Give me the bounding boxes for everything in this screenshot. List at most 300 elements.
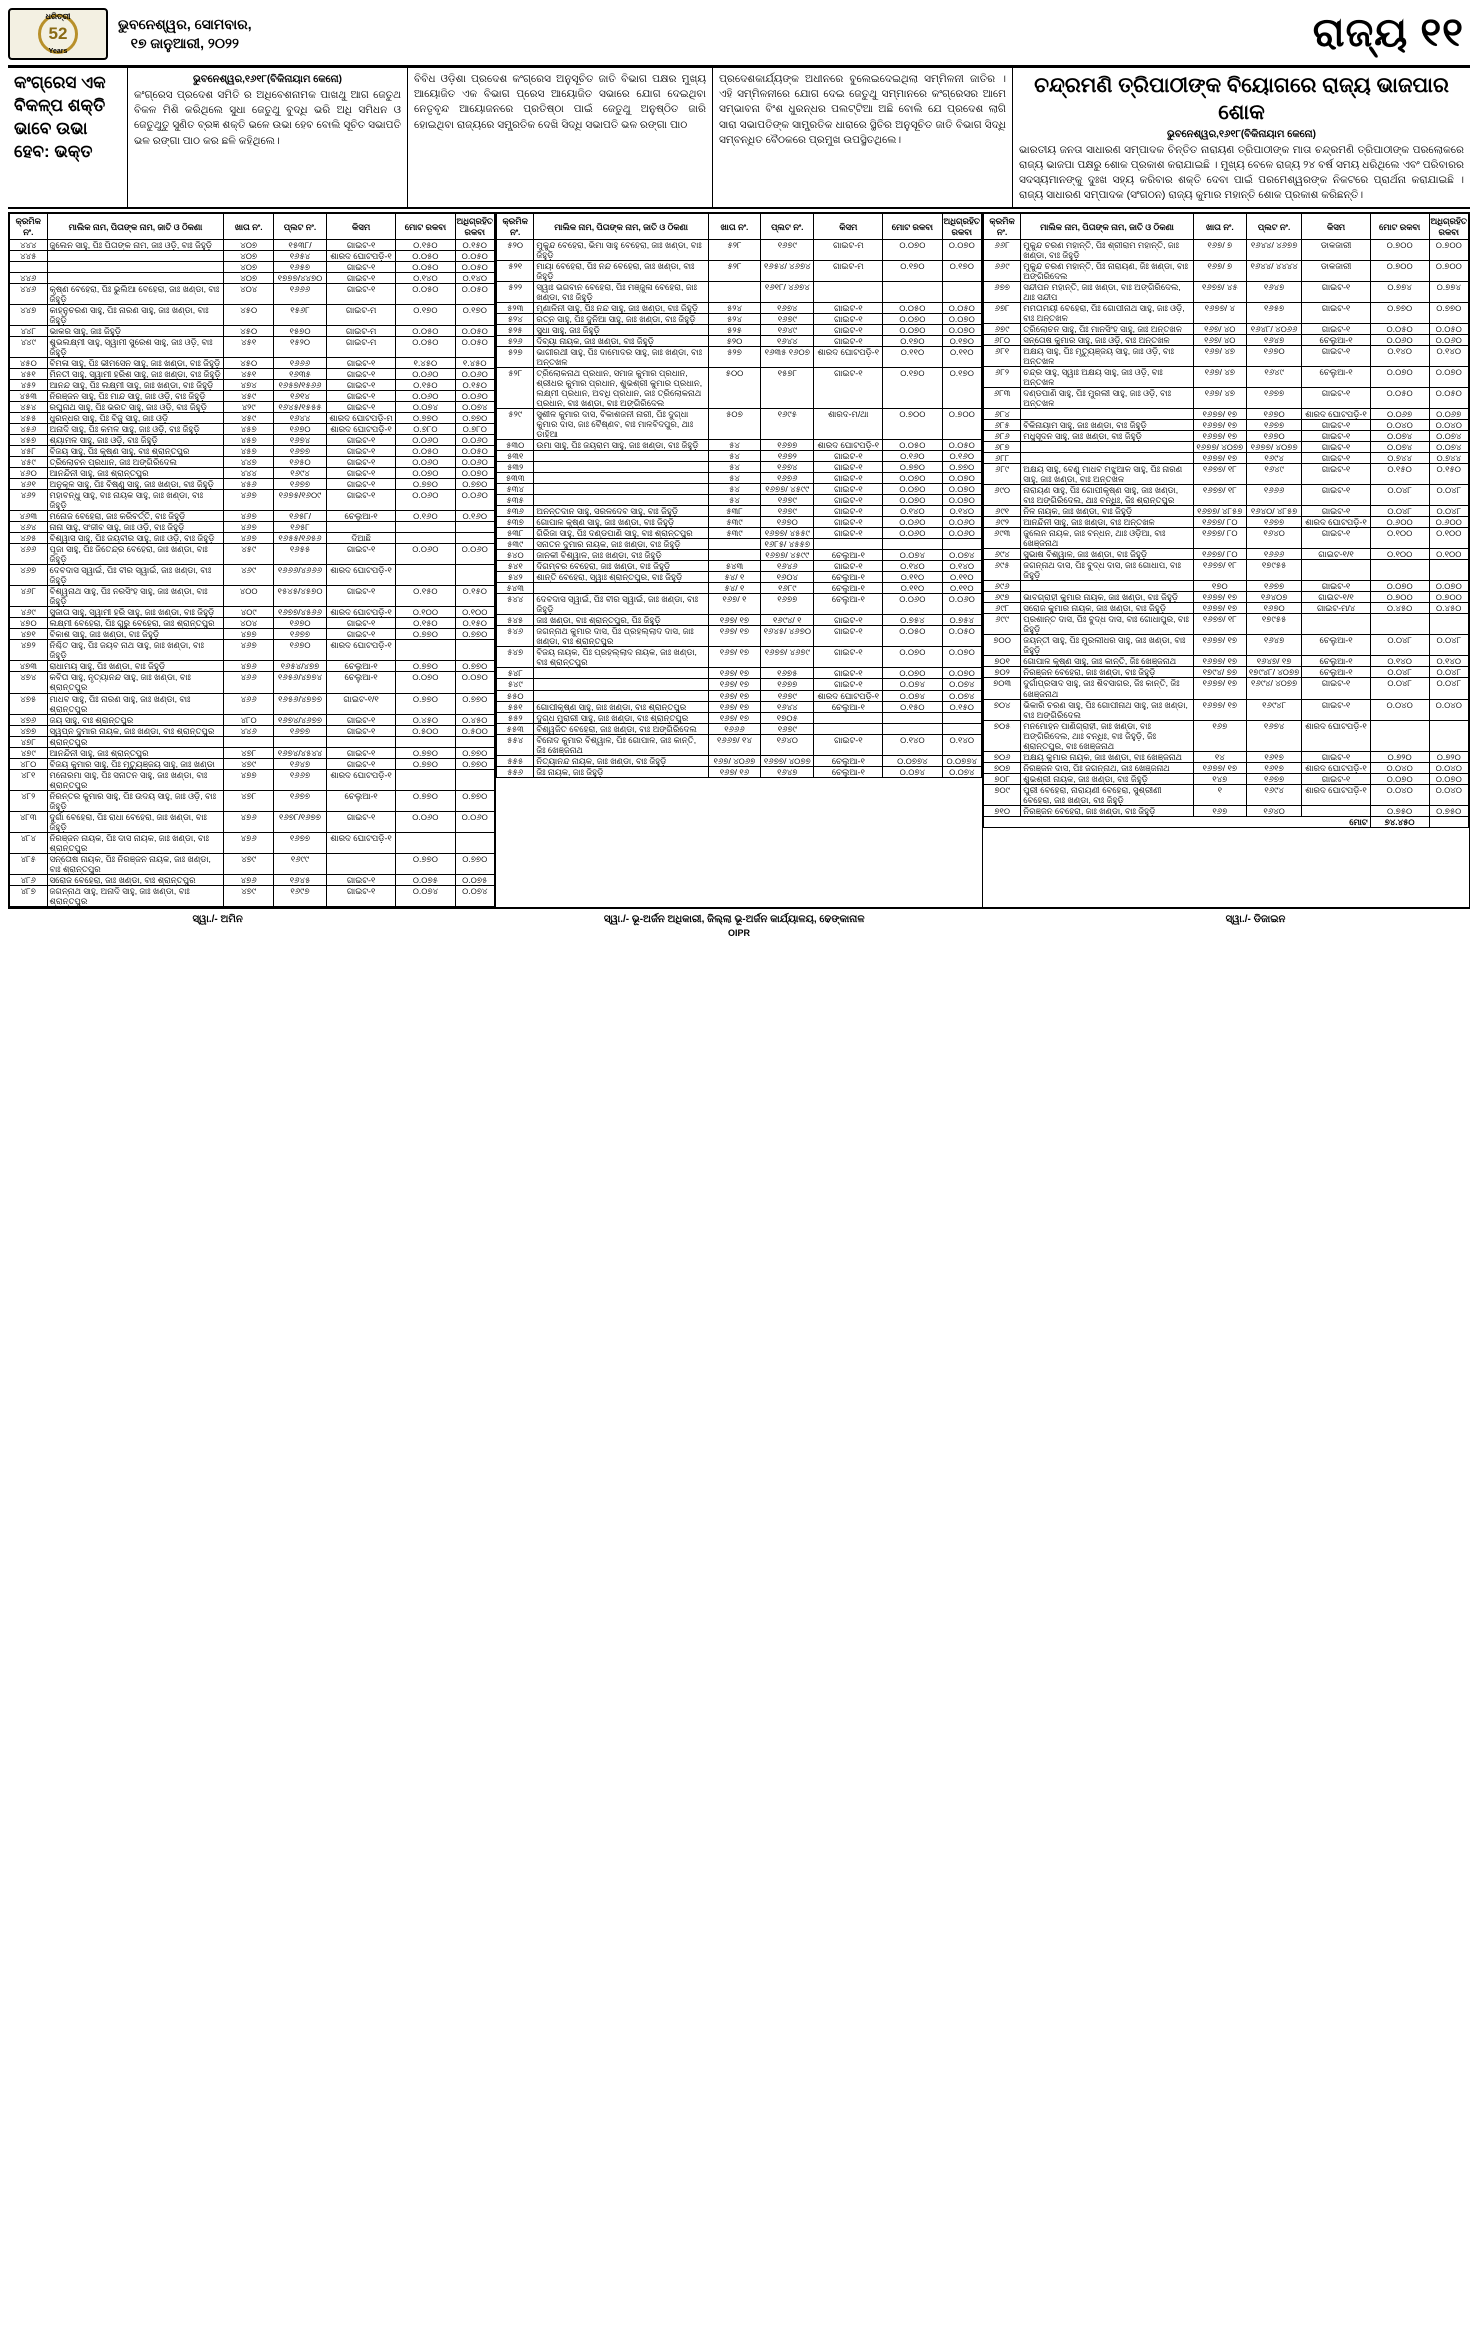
cell-acq	[1429, 720, 1469, 751]
cell-acq: ୦.୭୭୦	[455, 479, 495, 490]
column-header: କ୍ରମିକ ନଂ.	[10, 214, 48, 239]
cell-plot: ୧୬୪୯	[1246, 367, 1301, 388]
cell-kisam: ଗାଇଟ-୧	[814, 561, 883, 572]
cell-name: ତ୍ରିଲୋଚନ ପ୍ରଧାନ, ଜାଃ ଅଙ୍ଗିରିଦେଲ	[47, 457, 224, 468]
cell-plot: ୧୬୬୭	[274, 769, 327, 790]
cell-kisam	[1302, 805, 1370, 816]
cell-kisam: ଗାଇଟ-୧	[326, 725, 395, 736]
cell-kisam: ଗାଇଟ-୧	[326, 283, 395, 304]
cell-kisam: ଗାଇଟ-୧	[326, 490, 395, 511]
cell-total: ୦.୧୫୦	[396, 380, 455, 391]
cell-acq: ୦.୭୭୦	[455, 661, 495, 672]
cell-sl: ୪୮୩	[10, 811, 48, 832]
table-row	[10, 457, 495, 468]
cell-name: ଅକ୍ଷୟ ସାହୁ, ବେଣୁ ମାଧବ ମଝୁଆଳ ସାହୁ, ପିଃ ନାରଣ ସାହୁ, ଜାଃ ଖଣ୍ଡା, ବାଃ ଅନ୍ତଖଳ	[1021, 464, 1194, 485]
column-header: ପ୍ଲଟ ନଂ.	[761, 214, 814, 239]
cell-kisam: ଗାଇଟ-ମ	[814, 260, 883, 281]
cell-total: ୦.୦୫୦	[1370, 388, 1429, 409]
cell-khata: ୫୩୮	[708, 506, 760, 517]
cell-kisam: ଗାଇଟ-୧	[326, 358, 395, 369]
cell-acq: ୦.୦୭୪	[942, 679, 982, 690]
cell-sl: ୬୮୨	[984, 367, 1021, 388]
cell-acq: ୦.୭୦୦	[1429, 592, 1469, 603]
cell-kisam: ଗାଇଟ-୧	[326, 435, 395, 446]
table-row	[984, 751, 1469, 762]
cell-acq: ୦.୦୫୦	[1429, 323, 1469, 334]
cell-khata: ୧୪	[1193, 751, 1246, 762]
cell-acq: ୦.୦୭୪	[455, 402, 495, 413]
cell-name: ନିରଞ୍ଜନ ସାହୁ, ପିଃ ମାନ୍ଦ ସାହୁ, ଜାଃ ଓଡ଼ି, ବାଃ ଜିହୁଡ଼ି	[47, 391, 224, 402]
table-header-row	[497, 214, 982, 239]
cell-name: ଶ୍ରାନ୍ତପୁର	[47, 736, 224, 747]
cell-kisam: ଚେଲୁଆ-୧	[1302, 635, 1370, 656]
cell-acq: ୦.୦୬୦	[942, 517, 982, 528]
cell-kisam: ଗାଇଟ-୧	[814, 335, 883, 346]
cell-khata: ୪୪୬	[224, 725, 274, 736]
cell-khata: ୧୪୭	[1193, 773, 1246, 784]
cell-plot: ୧୬୯୪/ ୪୦୭୭	[1246, 678, 1301, 699]
cell-name: ଦୁର୍ଗା ବେହେରା, ପିଃ ରାଧା ବେହେରା, ଜାଃ ଖଣ୍ଡା, ବାଃ ଜିହୁଡ଼ି	[47, 811, 224, 832]
cell-acq: ୦.୧୪୦	[455, 272, 495, 283]
cell-khata: ୫୪୩	[708, 561, 760, 572]
cell-plot: ୧୬୭୪	[761, 462, 814, 473]
cell-khata: ୫୩୯	[708, 528, 760, 539]
masthead-left	[8, 8, 252, 60]
cell-plot: ୧୫୭୦	[274, 325, 327, 336]
table-row	[10, 479, 495, 490]
cell-khata: ୪୬୭	[224, 533, 274, 544]
cell-sl: ୫୨୭	[497, 347, 534, 368]
cell-total: ୧.୪୫୦	[396, 358, 455, 369]
cell-total: ୦.୦୬୦	[396, 544, 455, 565]
cell-name: ସରୋଜ ବେହେରା, ଜାଃ ଖଣ୍ଡା, ବାଃ ଶ୍ରାନ୍ତପୁର	[47, 874, 224, 885]
cell-name: ପୂଜା ସାହୁ, ପିଃ ଜିତେନ୍ଦ୍ର ବେହେରା, ଜାଃ ଖଣ୍ଡା, ବାଃ ଜିହୁଡ଼ି	[47, 544, 224, 565]
cell-acq: ୦.୦୭୦	[942, 313, 982, 324]
cell-plot: ୧୬୧୪	[274, 391, 327, 402]
cell-total: ୦.୦୪୦	[1370, 784, 1429, 805]
column-header: ଅଧିଗ୍ରହିତ ରକବା	[942, 214, 982, 239]
table-row	[984, 656, 1469, 667]
cell-total: ୦.୦୪୮	[1370, 485, 1429, 506]
cell-acq: ୦.୦୭୪	[942, 766, 982, 777]
table-row	[10, 446, 495, 457]
cell-plot: ୧୬୭୪	[761, 302, 814, 313]
cell-khata: ୫୪	[708, 440, 760, 451]
cell-acq: ୦.୦୭୦	[455, 468, 495, 479]
cell-sl: ୫୪୦	[497, 550, 534, 561]
cell-name: ବିକାଶ ସାହୁ, ଜାଃ ଖଣ୍ଡା, ବାଃ ଜିହୁଡ଼ି	[47, 629, 224, 640]
cell-khata: ୫୨୮	[708, 260, 760, 281]
cell-kisam: ଗାଇଟ-ମ/୪	[1302, 603, 1370, 614]
cell-sl: ୫୪୭	[497, 647, 534, 668]
table-panel-1	[8, 212, 496, 907]
cell-khata: ୪୭୮	[224, 790, 274, 811]
cell-plot: ୧୬୪୪	[761, 335, 814, 346]
cell-khata: ୪୪୭	[224, 457, 274, 468]
cell-kisam	[814, 723, 883, 734]
cell-kisam: ଶାରଦ ଘୋଟପଡ଼ି-୧	[326, 565, 395, 586]
cell-name: ମାଧବ ସାହୁ, ପିଃ ନାରଣ ସାହୁ, ଜାଃ ଖଣ୍ଡା, ବାଃ ଶ୍ରାନ୍ତପୁର	[47, 693, 224, 714]
article-col-5	[1013, 68, 1470, 207]
cell-acq: ୦.୦୬୦	[1429, 334, 1469, 345]
cell-plot: ୧୬୫୭	[1246, 302, 1301, 323]
cell-acq: ୦.୦୭୪	[1429, 442, 1469, 453]
cell-total: ୦.୦୭୪	[396, 402, 455, 413]
cell-kisam: ଗାଇଟ-୧	[1302, 699, 1370, 720]
table-row	[984, 346, 1469, 367]
cell-acq: ୦.୪୫୦	[1429, 603, 1469, 614]
cell-khata: ୪୬୬	[224, 672, 274, 693]
cell-khata: ୪୬୭	[224, 511, 274, 522]
table-row	[984, 323, 1469, 334]
cell-total: ୦.୦୫୦	[883, 626, 942, 647]
cell-khata: ୧୬୭/ ୧୭	[708, 712, 760, 723]
cell-name: ସ୍ୱାଃ ଭଗବାନ ବେହେରା, ପିଃ ମଞ୍ଜୁଳା ବେହେରା, ଜାଃ ଖଣ୍ଡା, ବାଃ ଜିହୁଡ଼ି	[534, 281, 708, 302]
table-row	[10, 402, 495, 413]
cell-sl: ୫୨୩	[497, 302, 534, 313]
table-row	[10, 272, 495, 283]
cell-plot: ୧୬୯୪୮	[1246, 699, 1301, 720]
table-row	[10, 413, 495, 424]
cell-total: ୦.୦୬୦	[1370, 334, 1429, 345]
column-header: କିସମ	[1302, 214, 1370, 239]
cell-name: ରାଧାମୟ ସାହୁ, ପିଃ ଖଣ୍ଡା, ବାଃ ଜିହୁଡ଼ି	[47, 661, 224, 672]
table-row	[497, 495, 982, 506]
cell-plot: ୧୬୭୭	[274, 790, 327, 811]
cell-kisam: ଗାଇଟ-୧	[814, 506, 883, 517]
cell-kisam: ଶାରଦ ଘୋଟପଡ଼ି-ମ	[326, 413, 395, 424]
cell-kisam: ଗାଇଟ-୧	[326, 457, 395, 468]
cell-sl: ୬୮୬	[984, 431, 1021, 442]
cell-acq: ୦.୦୫୦	[455, 250, 495, 261]
cell-name: ମନୋରମା ସାହୁ, ପିଃ ସନାତନ ସାହୁ, ଜାଃ ଖଣ୍ଡା, ବାଃ ଶ୍ରାନ୍ତପୁର	[47, 769, 224, 790]
cell-total: ୦.୧୭୦	[883, 368, 942, 409]
cell-kisam: ଚେଲୁଆ-୧	[814, 594, 883, 615]
table-row	[497, 239, 982, 260]
cell-kisam: ଗାଇଟ-୧/୧	[1302, 549, 1370, 560]
article-col-3	[408, 68, 713, 207]
cell-plot: ୧୬୯୪	[1246, 453, 1301, 464]
cell-name	[534, 583, 708, 594]
cell-total: ୦.୭୭୦	[396, 758, 455, 769]
cell-khata: ୪୦୯	[224, 607, 274, 618]
cell-plot: ୧୬୬୬	[1246, 485, 1301, 506]
cell-kisam: ଗାଇଟ-୧	[1302, 302, 1370, 323]
cell-kisam: ଗାଇଟ-୧	[326, 874, 395, 885]
cell-name: ସୁଜାତା ସାହୁ, ସ୍ୱାମୀ ହରି ସାହୁ, ଜାଃ ଖଣ୍ଡା, ବାଃ ଜିହୁଡ଼ି	[47, 607, 224, 618]
cell-plot: ୧୬୭୯	[761, 506, 814, 517]
cell-kisam	[1302, 560, 1370, 581]
cell-plot: ୧୬୭୭/ ୪୫୯୯	[761, 484, 814, 495]
table-row	[984, 603, 1469, 614]
cell-kisam: ଗାଇଟ-୧	[814, 313, 883, 324]
cell-sl: ୬୯୫	[984, 560, 1021, 581]
cell-khata: ୧୬୭	[1193, 720, 1246, 751]
cell-kisam: ଡାକଜାରୀ	[1302, 260, 1370, 281]
cell-khata: ୪୬୯	[224, 565, 274, 586]
column-header: କିସମ	[814, 214, 883, 239]
logo-years-label: Years	[48, 47, 68, 55]
cell-khata: ୪୭୭	[224, 629, 274, 640]
cell-khata: ୪୭୭	[224, 769, 274, 790]
cell-sl: ୫୩୮	[497, 528, 534, 539]
cell-name	[534, 495, 708, 506]
cell-sl: ୪୬୧	[10, 479, 48, 490]
cell-khata: ୫୪	[708, 462, 760, 473]
cell-acq: ୦.୦୪୮	[1429, 635, 1469, 656]
cell-total: ୦.୧୫୦	[396, 239, 455, 250]
cell-total: ୦.୭୭୦	[396, 853, 455, 874]
cell-total: ୦.୦୬୭	[1370, 409, 1429, 420]
cell-name: ପୁରୀ ବେହେରା, ନାରାୟଣୀ ବେହେରା, ସୁଶ୍ରୀଣୀ ବେହେରା, ଜାଃ ଖଣ୍ଡା, ବାଃ ଜିହୁଡ଼ି	[1021, 784, 1194, 805]
cell-total: ୦.୧୪୦	[1370, 656, 1429, 667]
cell-acq: ୦.୦୪୦	[1429, 762, 1469, 773]
cell-total	[883, 723, 942, 734]
cell-sl: ୫୩୩	[497, 473, 534, 484]
table-row	[497, 561, 982, 572]
cell-kisam: ଗାଇଟ-୧	[1302, 323, 1370, 334]
table-row	[10, 790, 495, 811]
cell-name: ମୁକୁନ୍ଦ ଚରଣ ମହାନ୍ତି, ପିଃ ନାରାୟଣ, ଜିଃ ଖଣ୍ଡା, ବାଃ ଅଙ୍ଗିରିଦେଲ	[1021, 260, 1194, 281]
cell-sl: ୫୪୫	[497, 615, 534, 626]
cell-sl: ୬୭୯	[984, 323, 1021, 334]
cell-sl: ୪୭୯	[10, 747, 48, 758]
article-col-2	[128, 68, 408, 207]
cell-total: ୦.୧୬୦	[396, 511, 455, 522]
cell-total: ୦.୦୬୦	[396, 435, 455, 446]
table-row	[497, 313, 982, 324]
cell-acq: ୦.୧୧୦	[942, 583, 982, 594]
cell-kisam: ଗାଇଟ-୧	[814, 615, 883, 626]
cell-sl: ୪୬୦	[10, 468, 48, 479]
cell-khata: ୧୬୭୭/ ୧୭	[1193, 603, 1246, 614]
cell-acq: ୦.୬୦୦	[1429, 517, 1469, 528]
cell-total: ୦.୧୧୦	[883, 347, 942, 368]
cell-khata: ୪୫୦	[224, 304, 274, 325]
cell-kisam: ଗାଇଟ-୧	[814, 484, 883, 495]
cell-khata: ୪୭୮	[224, 747, 274, 758]
table-row	[10, 714, 495, 725]
table-row	[984, 560, 1469, 581]
cell-khata: ୧୬୭୭/ ୧୭	[1193, 635, 1246, 656]
cell-kisam: ଗାଇଟ-୧	[326, 629, 395, 640]
cell-total	[396, 736, 455, 747]
table-row	[10, 853, 495, 874]
cell-name	[534, 690, 708, 701]
cell-kisam: ଗାଇଟ-୧	[326, 239, 395, 250]
cell-khata: ୪୭୯	[224, 885, 274, 906]
cell-plot: ୧୬୪୭	[1246, 334, 1301, 345]
cell-total: ୦.୦୭୭୪	[883, 755, 942, 766]
cell-sl: ୪୮୦	[10, 758, 48, 769]
cell-acq: ୦.୧୧୦	[942, 347, 982, 368]
table-row	[497, 755, 982, 766]
cell-acq: ୦.୧୪୦	[1429, 656, 1469, 667]
cell-name: ସନାତନ ଦୁମାର ନାୟକ, ଜାଃ ଖଣ୍ଡା, ବାଃ ଜିହୁଡ଼ି	[534, 539, 708, 550]
cell-plot: ୧୭୭୭/୪୪୭୦	[274, 272, 327, 283]
cell-kisam: ଚେଲୁଆ-୧	[1302, 656, 1370, 667]
cell-sl: ୫୩୭	[497, 517, 534, 528]
table-row	[10, 250, 495, 261]
cell-khata: ୫୨୦	[708, 335, 760, 346]
cell-total: ୦.୦୬୦	[396, 391, 455, 402]
cell-sl: ୬୯୯	[984, 614, 1021, 635]
column-header: ମାଲିକ ନାମ, ପିତାଙ୍କ ନାମ, ଜାତି ଓ ଠିକଣା	[1021, 214, 1194, 239]
cell-acq: ୦.୭୫୪	[942, 615, 982, 626]
cell-sl: ୫୨୦	[497, 239, 534, 260]
cell-kisam: ଚେଲୁଆ-୧	[814, 701, 883, 712]
cell-name: ସୁଶୀଳ କୁମାର ଦାସ, ବିକାଶଜନୀ ନାରୀ, ପିଃ ଦୁଗ୍ଧା କୁମାର ଦାସ, ଜାଃ ବୈଷ୍ଣବ, ବାଃ ମାଳବିଦପୁର, ଥାଃ ଡାହିଆ	[534, 409, 708, 440]
table-row	[10, 874, 495, 885]
cell-sl: ୭୦୦	[984, 635, 1021, 656]
cell-acq: ୦.୦୫୦	[455, 283, 495, 304]
cell-plot: ୧୬୫୭/୧୫୬୬	[274, 380, 327, 391]
article2-body: କଂଗ୍ରେସ ପ୍ରଦେଶ ସମିତି ର ଅଧିବେଶନାମକ ପାଖଥୁ ଆଗ ଜେତୁଥ ବିକଳ ମିଶି କରିଥିଲେ ସୁଧା ଜେତୁଥୁ ବୁଦ୍ଧି ଭରି ଅଧି ସମିଧନ ଓ ଜେତୁଥୁତୁ ସୁଣିତ ବ୍ରଜ୍ଞ ଶକ୍ତି ଭଳେ ଉଭା ହେବ ବୋଲି ସୂଚିତ ସଭାପତି ଭଳ ରଙ୍ଗା ପାଠ କର ଛଳି କହିଥିଲେ।	[134, 89, 401, 147]
cell-khata: ୪୪୪	[224, 468, 274, 479]
table-row	[497, 335, 982, 346]
table-row	[984, 260, 1469, 281]
table-row	[984, 442, 1469, 453]
cell-name: ମନମୋହନ ପାଣିଗ୍ରାହୀ, ଜାଃ ଖଣ୍ଡା, ବାଃ ଅଙ୍ଗିରିଦେଲ, ଥାଃ ବନ୍ଧିଃ, ବାଃ ଜିହୁଡ଼ି, ଜିଃ ଶ୍ରାନ୍ତପୁର, ବାଃ ଖେଞ୍ଜନାଥ	[1021, 720, 1194, 751]
cell-total: ୦.୦୭୪	[1370, 442, 1429, 453]
table-row	[10, 358, 495, 369]
cell-total: ୦.୦୬୦	[396, 490, 455, 511]
table-row	[10, 511, 495, 522]
cell-sl: ୫୨୪	[497, 313, 534, 324]
cell-total: ୦.୦୭୪	[883, 550, 942, 561]
cell-total: ୦.୧୦୦	[1370, 549, 1429, 560]
cell-plot: ୧୬୫୮/	[274, 511, 327, 522]
cell-name: ଶୁଭଲକ୍ଷ୍ମୀ ସାହୁ, ସ୍ୱାମୀ ସୁରେଶ ସାହୁ, ଜାଃ ଓଡ଼ି, ବାଃ ଜିହୁଡ଼ି	[47, 336, 224, 357]
cell-sl: ୪୭୭	[10, 725, 48, 736]
table-row	[497, 260, 982, 281]
cell-acq: ୦.୭୭୦	[942, 462, 982, 473]
cell-sl: ୭୦୪	[984, 699, 1021, 720]
cell-acq	[455, 522, 495, 533]
cell-total: ୦.୧୪୦	[883, 506, 942, 517]
cell-acq: ୦.୧୦୦	[1429, 549, 1469, 560]
total-value: ୭୪.୪୫୦	[1370, 816, 1429, 827]
cell-sl: ୪୬୮	[10, 586, 48, 607]
article2-dateline: ଭୁବନେଶ୍ୱର,୧୬୧୮(ବିକିନାୟାମ କେନୋ)	[192, 74, 342, 85]
cell-name: ସୁଧା ସାହୁ, ଜାଃ ଜିହୁଡ଼ି	[534, 324, 708, 335]
cell-kisam: ଚେଲୁଆ-୧	[326, 790, 395, 811]
cell-plot: ୧୬୭୦	[1246, 409, 1301, 420]
column-header: ମାଲିକ ନାମ, ପିତାଙ୍କ ନାମ, ଜାତି ଓ ଠିକଣା	[534, 214, 708, 239]
cell-khata: ୧୭୯୪/ ୭୭	[1193, 667, 1246, 678]
cell-sl: ୫୪୩	[497, 583, 534, 594]
cell-plot: ୧୬୭୯	[761, 495, 814, 506]
cell-sl: ୪୭୮	[10, 736, 48, 747]
cell-sl: ୬୬୯	[984, 260, 1021, 281]
cell-khata: ୧୬୭୭/ ୧୭	[1193, 656, 1246, 667]
cell-khata: ୪୫୭	[224, 424, 274, 435]
cell-plot: ୧୬୫୫	[274, 544, 327, 565]
cell-sl: ୫୩୦	[497, 440, 534, 451]
cell-name: ବିକିନାୟାମ ସାହୁ, ଜାଃ ଖଣ୍ଡା, ବାଃ ଜିହୁଡ଼ି	[1021, 420, 1194, 431]
cell-total: ୦.୦୭୪	[396, 885, 455, 906]
cell-total: ୦.୦୪୦	[1370, 762, 1429, 773]
cell-kisam: ଶାରଦ-ମ/ଥା	[814, 409, 883, 440]
cell-kisam: ଗାଇଟ-୧	[814, 302, 883, 313]
column-header: କ୍ରମିକ ନଂ.	[497, 214, 534, 239]
cell-kisam: ଗାଇଟ-୧	[326, 380, 395, 391]
cell-kisam: ଗାଇଟ-୧	[326, 479, 395, 490]
cell-kisam: ଗାଇଟ-ମ	[326, 336, 395, 357]
cell-sl: ୫୪୬	[497, 626, 534, 647]
cell-name: ବିଜୟ କୁମାର ସାହୁ, ପିଃ ମୃତ୍ୟୁଞ୍ଜୟ ସାହୁ, ଜାଃ ଖଣ୍ଡା	[47, 758, 224, 769]
column-header: ମୋଟ ରକବା	[1370, 214, 1429, 239]
cell-plot: ୧୬୪୭	[761, 766, 814, 777]
cell-name: ଅକ୍ଷୟ ସାହୁ, ପିଃ ମୃତ୍ୟୁଞ୍ଜୟ ସାହୁ, ଜାଃ ଓଡ଼ି, ବାଃ ଅନ୍ତଖଳ	[1021, 346, 1194, 367]
cell-kisam: ଗାଇଟ-୧	[326, 758, 395, 769]
cell-name: ଆନନ୍ଦ ସାହୁ, ପିଃ ଲକ୍ଷ୍ମୀ ସାହୁ, ଜାଃ ଖଣ୍ଡା, ବାଃ ଜିହୁଡ଼ି	[47, 380, 224, 391]
cell-name	[534, 679, 708, 690]
cell-total: ୦.୦୭୫	[396, 874, 455, 885]
column-header: ଅଧିଗ୍ରହିତ ରକବା	[1429, 214, 1469, 239]
cell-sl: ୪୭୧	[10, 629, 48, 640]
cell-khata: ୧୬୭/ ୧୭	[708, 701, 760, 712]
cell-plot: ୧୬୭୯	[761, 239, 814, 260]
cell-plot: ୧୬୪୫	[274, 874, 327, 885]
cell-plot: ୧୭୯୫୫	[1246, 560, 1301, 581]
cell-khata: ୪୫୧	[224, 336, 274, 357]
cell-kisam: ଚେଲୁଆ-୧	[326, 661, 395, 672]
table-total-row	[984, 816, 1469, 827]
cell-kisam	[326, 736, 395, 747]
cell-name	[1021, 453, 1194, 464]
column-header: ପ୍ଲଟ ନଂ.	[274, 214, 327, 239]
cell-khata: ୪୮୦	[224, 714, 274, 725]
cell-total: ୦.୦୪୮	[1370, 678, 1429, 699]
cell-total: ୦.୦୫୦	[396, 283, 455, 304]
cell-name: ଶୁଭଶ୍ରୀ ନାୟକ, ଜାଃ ଖଣ୍ଡା, ବାଃ ଜିହୁଡ଼ି	[1021, 773, 1194, 784]
cell-total: ୦.୦୬୦	[883, 594, 942, 615]
cell-khata: ୧୬୭୭/ ୪୮୫୭	[1193, 506, 1246, 517]
cell-kisam: ଶାରଦ ଘୋଟପଡ଼ି-୧	[326, 832, 395, 853]
cell-total	[396, 769, 455, 790]
cell-kisam: ଗାଇଟ-୧	[326, 272, 395, 283]
cell-name: ଭାବଗ୍ରାହୀ କୁମାର ନାୟକ, ଜାଃ ଖଣ୍ଡା, ବାଃ ଜିହୁଡ଼ି	[1021, 592, 1194, 603]
cell-acq: ୦.୦୭୭୪	[942, 755, 982, 766]
cell-khata: ୫୨୭	[708, 347, 760, 368]
cell-acq: ୦.୦୪୦	[1429, 420, 1469, 431]
table-row	[10, 380, 495, 391]
cell-kisam: ଗାଇଟ-୧	[814, 495, 883, 506]
cell-sl: ୪୭୬	[10, 714, 48, 725]
cell-kisam: ଗାଇଟ-୧	[326, 618, 395, 629]
cell-khata: ୪୦୪	[224, 618, 274, 629]
cell-kisam: ଚେଲୁଆ-୧	[326, 511, 395, 522]
cell-sl: ୪୮୧	[10, 769, 48, 790]
cell-kisam: ଶାରଦ ଘୋଟପଡ଼ି-୧	[326, 769, 395, 790]
cell-total	[1370, 720, 1429, 751]
cell-khata: ୪୭୪	[224, 380, 274, 391]
table-row	[984, 506, 1469, 517]
cell-khata: ୫୦୭	[708, 409, 760, 440]
cell-acq: ୦.୭୦୦	[1429, 260, 1469, 281]
table-row	[10, 239, 495, 250]
cell-total: ୦.୦୪୮	[1370, 506, 1429, 517]
cell-plot: ୧୬୭୭/ ୪୫୯୯	[761, 550, 814, 561]
cell-total: ୦.୦୬୦	[396, 457, 455, 468]
cell-acq: ୦.୭୭୦	[455, 853, 495, 874]
table-row	[984, 667, 1469, 678]
cell-khata: ୧୬୭/ ୭	[1193, 239, 1246, 260]
cell-sl: ୬୮୧	[984, 346, 1021, 367]
cell-khata: ୧୬୭୭/ ୧୭	[1193, 420, 1246, 431]
table-panel-3	[983, 212, 1470, 907]
